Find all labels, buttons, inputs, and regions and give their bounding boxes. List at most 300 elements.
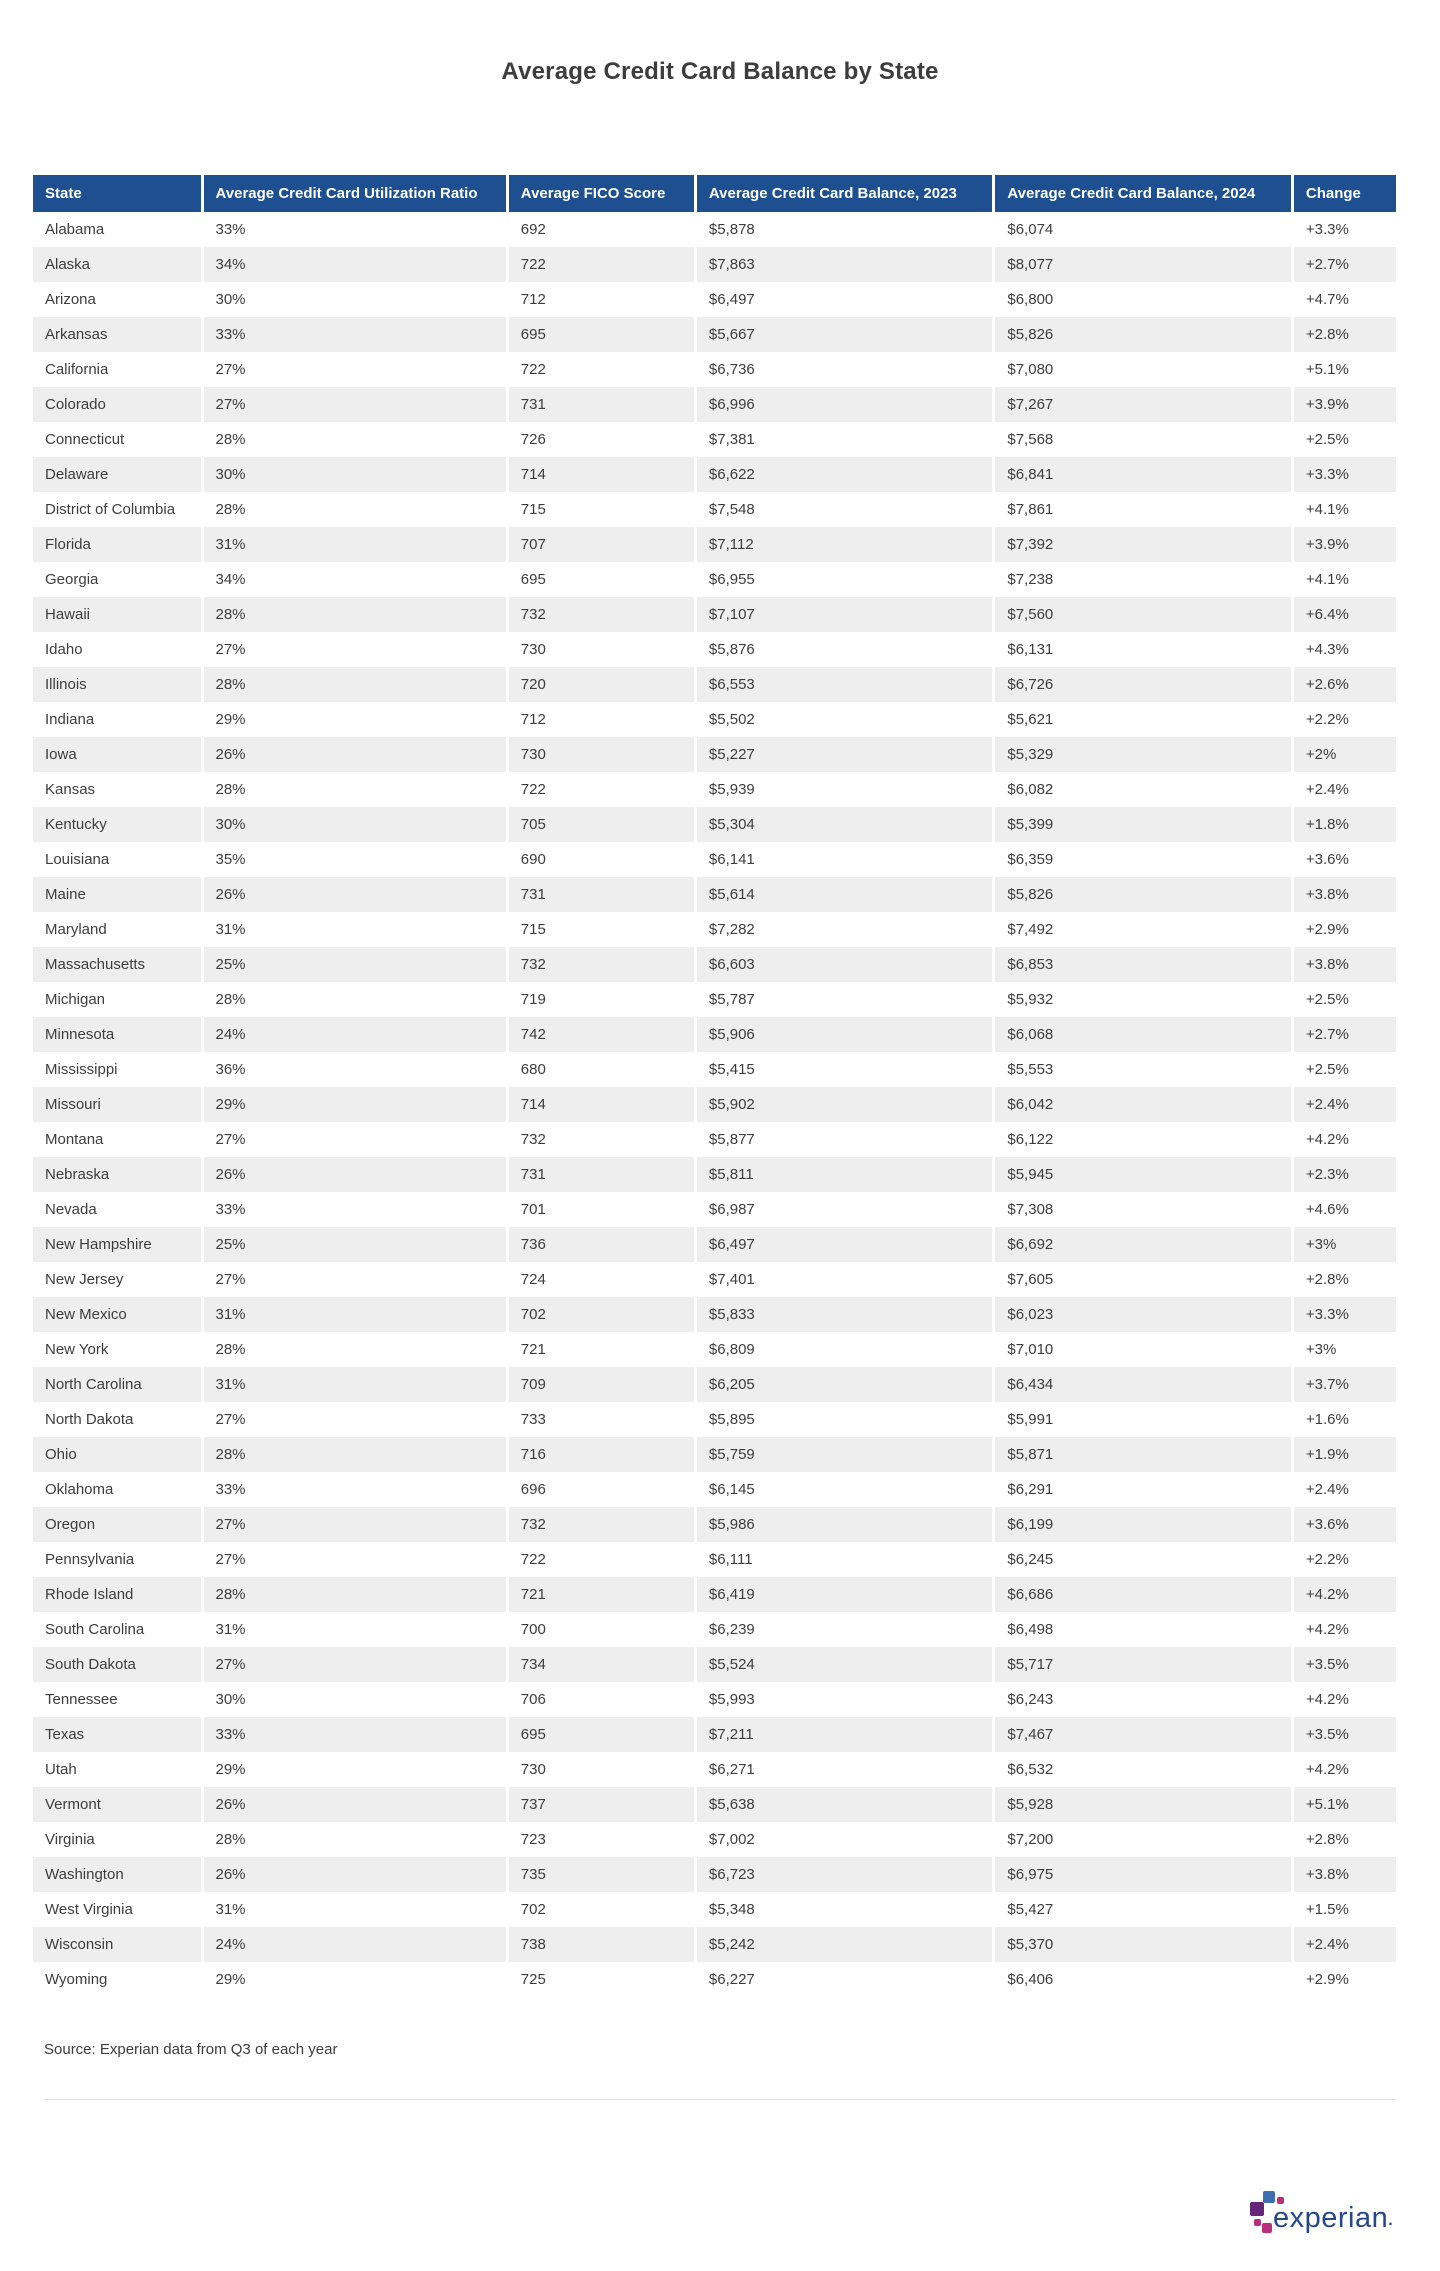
table-cell: New Hampshire [33, 1227, 202, 1262]
table-cell: $6,726 [994, 667, 1292, 702]
table-cell: +2.9% [1292, 912, 1396, 947]
table-cell: 705 [507, 807, 695, 842]
table-cell: 732 [507, 597, 695, 632]
table-cell: Delaware [33, 457, 202, 492]
table-cell: $6,145 [695, 1472, 993, 1507]
table-body [33, 212, 1396, 1997]
table-row [33, 1367, 1396, 1402]
table-cell: $6,497 [695, 1227, 993, 1262]
table-cell: +2% [1292, 737, 1396, 772]
table-row [33, 1472, 1396, 1507]
table-cell: 28% [202, 597, 507, 632]
table-row [33, 1192, 1396, 1227]
table-cell: +2.7% [1292, 247, 1396, 282]
table-cell: $6,131 [994, 632, 1292, 667]
table-cell: 712 [507, 702, 695, 737]
table-cell: Oklahoma [33, 1472, 202, 1507]
table-cell: +4.1% [1292, 562, 1396, 597]
table-cell: 28% [202, 492, 507, 527]
table-cell: $6,205 [695, 1367, 993, 1402]
table-cell: 25% [202, 1227, 507, 1262]
table-cell: +1.6% [1292, 1402, 1396, 1437]
table-cell: Iowa [33, 737, 202, 772]
table-cell: $6,227 [695, 1962, 993, 1997]
table-cell: 26% [202, 1857, 507, 1892]
table-cell: 695 [507, 1717, 695, 1752]
table-cell: $6,074 [994, 212, 1292, 247]
table-cell: +4.7% [1292, 282, 1396, 317]
table-cell: +2.2% [1292, 702, 1396, 737]
table-cell: 27% [202, 632, 507, 667]
table-row [33, 492, 1396, 527]
table-cell: $5,502 [695, 702, 993, 737]
table-cell: 29% [202, 702, 507, 737]
table-cell: $5,876 [695, 632, 993, 667]
table-cell: 29% [202, 1752, 507, 1787]
table-row [33, 1962, 1396, 1997]
table-cell: $5,415 [695, 1052, 993, 1087]
table-cell: Missouri [33, 1087, 202, 1122]
table-row [33, 457, 1396, 492]
table-cell: 33% [202, 1472, 507, 1507]
column-header-fico-score: Average FICO Score [507, 175, 695, 212]
table-cell: 701 [507, 1192, 695, 1227]
table-row [33, 772, 1396, 807]
table-cell: 714 [507, 1087, 695, 1122]
table-row [33, 1927, 1396, 1962]
table-cell: +2.2% [1292, 1542, 1396, 1577]
table-cell: 27% [202, 1402, 507, 1437]
table-cell: $6,692 [994, 1227, 1292, 1262]
state-balance-table [33, 175, 1396, 1997]
table-row [33, 1507, 1396, 1542]
table-cell: South Carolina [33, 1612, 202, 1647]
table-cell: $6,111 [695, 1542, 993, 1577]
table-cell: $6,723 [695, 1857, 993, 1892]
table-cell: +2.6% [1292, 667, 1396, 702]
table-cell: Kansas [33, 772, 202, 807]
table-cell: $7,200 [994, 1822, 1292, 1857]
experian-wordmark: experian. [1273, 2202, 1394, 2234]
table-cell: 720 [507, 667, 695, 702]
table-row [33, 1787, 1396, 1822]
table-cell: $5,227 [695, 737, 993, 772]
table-cell: 736 [507, 1227, 695, 1262]
table-cell: 31% [202, 1297, 507, 1332]
table-cell: 31% [202, 912, 507, 947]
table-cell: 28% [202, 1332, 507, 1367]
table-cell: $6,603 [695, 947, 993, 982]
experian-logo [1250, 2190, 1394, 2242]
table-cell: $6,199 [994, 1507, 1292, 1542]
table-row [33, 1262, 1396, 1297]
table-row [33, 1087, 1396, 1122]
table-cell: $7,568 [994, 422, 1292, 457]
table-cell: +6.4% [1292, 597, 1396, 632]
table-cell: 731 [507, 387, 695, 422]
table-row [33, 982, 1396, 1017]
table-cell: $8,077 [994, 247, 1292, 282]
table-cell: Alaska [33, 247, 202, 282]
table-cell: $7,112 [695, 527, 993, 562]
table-cell: 33% [202, 1717, 507, 1752]
table-cell: +1.9% [1292, 1437, 1396, 1472]
table-cell: 29% [202, 1962, 507, 1997]
table-cell: +3.8% [1292, 877, 1396, 912]
table-cell: $7,107 [695, 597, 993, 632]
table-cell: $5,945 [994, 1157, 1292, 1192]
table-cell: 27% [202, 352, 507, 387]
table-cell: $5,928 [994, 1787, 1292, 1822]
table-row [33, 1542, 1396, 1577]
table-row [33, 912, 1396, 947]
table-cell: $5,717 [994, 1647, 1292, 1682]
table-cell: Indiana [33, 702, 202, 737]
table-cell: 28% [202, 667, 507, 702]
table-cell: +3.8% [1292, 1857, 1396, 1892]
table-row [33, 282, 1396, 317]
table-cell: 733 [507, 1402, 695, 1437]
table-cell: Nevada [33, 1192, 202, 1227]
table-cell: Arizona [33, 282, 202, 317]
table-cell: +2.9% [1292, 1962, 1396, 1997]
table-cell: 30% [202, 282, 507, 317]
table-cell: +3.5% [1292, 1647, 1396, 1682]
trademark-dot: . [1388, 2212, 1394, 2229]
table-row [33, 1857, 1396, 1892]
table-cell: 732 [507, 1507, 695, 1542]
table-cell: 725 [507, 1962, 695, 1997]
logo-square-purple [1250, 2202, 1264, 2216]
table-row [33, 1157, 1396, 1192]
table-cell: $6,359 [994, 842, 1292, 877]
table-cell: 27% [202, 1647, 507, 1682]
table-cell: Illinois [33, 667, 202, 702]
table-cell: $7,381 [695, 422, 993, 457]
table-cell: Utah [33, 1752, 202, 1787]
table-cell: $6,245 [994, 1542, 1292, 1577]
table-cell: $6,809 [695, 1332, 993, 1367]
table-cell: Vermont [33, 1787, 202, 1822]
table-cell: $6,141 [695, 842, 993, 877]
table-cell: 702 [507, 1892, 695, 1927]
table-cell: +2.8% [1292, 1822, 1396, 1857]
table-cell: +2.3% [1292, 1157, 1396, 1192]
table-row [33, 212, 1396, 247]
table-cell: $5,871 [994, 1437, 1292, 1472]
table-cell: $6,042 [994, 1087, 1292, 1122]
table-cell: Maine [33, 877, 202, 912]
table-cell: +3.6% [1292, 1507, 1396, 1542]
table-cell: 700 [507, 1612, 695, 1647]
table-cell: 25% [202, 947, 507, 982]
table-cell: District of Columbia [33, 492, 202, 527]
table-cell: +4.6% [1292, 1192, 1396, 1227]
table-cell: $7,560 [994, 597, 1292, 632]
table-cell: South Dakota [33, 1647, 202, 1682]
table-cell: 716 [507, 1437, 695, 1472]
table-row [33, 877, 1396, 912]
table-cell: +3.3% [1292, 212, 1396, 247]
table-cell: New Jersey [33, 1262, 202, 1297]
table-cell: $6,406 [994, 1962, 1292, 1997]
table-cell: $5,787 [695, 982, 993, 1017]
table-cell: +4.2% [1292, 1122, 1396, 1157]
table-cell: $7,392 [994, 527, 1292, 562]
table-cell: $6,955 [695, 562, 993, 597]
table-cell: $7,211 [695, 1717, 993, 1752]
table-cell: $5,427 [994, 1892, 1292, 1927]
table-cell: +4.3% [1292, 632, 1396, 667]
table-cell: 724 [507, 1262, 695, 1297]
page-title: Average Credit Card Balance by State [501, 58, 939, 85]
table-cell: 33% [202, 1192, 507, 1227]
table-cell: North Dakota [33, 1402, 202, 1437]
logo-square-magenta-bottom-left [1254, 2219, 1261, 2226]
table-cell: 730 [507, 1752, 695, 1787]
table-cell: $6,553 [695, 667, 993, 702]
table-cell: $7,863 [695, 247, 993, 282]
table-cell: Mississippi [33, 1052, 202, 1087]
table-cell: +4.1% [1292, 492, 1396, 527]
table-row [33, 1402, 1396, 1437]
table-cell: $5,370 [994, 1927, 1292, 1962]
table-cell: $7,267 [994, 387, 1292, 422]
table-cell: $6,497 [695, 282, 993, 317]
table-cell: 706 [507, 1682, 695, 1717]
table-cell: $7,002 [695, 1822, 993, 1857]
table-cell: $6,622 [695, 457, 993, 492]
table-cell: 28% [202, 1577, 507, 1612]
table-cell: New Mexico [33, 1297, 202, 1332]
table-cell: 690 [507, 842, 695, 877]
table-cell: Pennsylvania [33, 1542, 202, 1577]
table-row [33, 842, 1396, 877]
column-header-utilization-ratio: Average Credit Card Utilization Ratio [202, 175, 507, 212]
table-cell: $7,492 [994, 912, 1292, 947]
table-cell: $5,895 [695, 1402, 993, 1437]
table-cell: 735 [507, 1857, 695, 1892]
table-cell: $5,833 [695, 1297, 993, 1332]
table-cell: Wyoming [33, 1962, 202, 1997]
table-cell: Montana [33, 1122, 202, 1157]
table-cell: $5,878 [695, 212, 993, 247]
table-cell: $5,399 [994, 807, 1292, 842]
table-cell: 738 [507, 1927, 695, 1962]
table-cell: $5,826 [994, 877, 1292, 912]
table-cell: 722 [507, 1542, 695, 1577]
table-cell: 723 [507, 1822, 695, 1857]
table-cell: Maryland [33, 912, 202, 947]
table-header-row [33, 175, 1396, 212]
table-cell: +2.4% [1292, 1927, 1396, 1962]
table-cell: +2.8% [1292, 317, 1396, 352]
table-cell: +3% [1292, 1332, 1396, 1367]
table-cell: $5,621 [994, 702, 1292, 737]
table-cell: $5,242 [695, 1927, 993, 1962]
table-cell: 695 [507, 562, 695, 597]
footer-divider [44, 2099, 1396, 2100]
table-cell: Texas [33, 1717, 202, 1752]
table-cell: +3.5% [1292, 1717, 1396, 1752]
table-cell: $6,996 [695, 387, 993, 422]
table-cell: 33% [202, 317, 507, 352]
table-cell: $6,419 [695, 1577, 993, 1612]
table-cell: Michigan [33, 982, 202, 1017]
table-cell: Minnesota [33, 1017, 202, 1052]
table-row [33, 317, 1396, 352]
table-cell: 709 [507, 1367, 695, 1402]
table-cell: +4.2% [1292, 1612, 1396, 1647]
table-cell: 734 [507, 1647, 695, 1682]
table-cell: +1.8% [1292, 807, 1396, 842]
table-cell: 731 [507, 877, 695, 912]
table-row [33, 737, 1396, 772]
table-cell: 730 [507, 737, 695, 772]
table-cell: $5,939 [695, 772, 993, 807]
table-cell: 707 [507, 527, 695, 562]
table-row [33, 1017, 1396, 1052]
table-cell: $6,239 [695, 1612, 993, 1647]
table-cell: Rhode Island [33, 1577, 202, 1612]
table-cell: Hawaii [33, 597, 202, 632]
table-row [33, 1297, 1396, 1332]
table-row [33, 422, 1396, 457]
table-cell: 24% [202, 1017, 507, 1052]
table-cell: 737 [507, 1787, 695, 1822]
table-cell: 702 [507, 1297, 695, 1332]
table-cell: 726 [507, 422, 695, 457]
table-cell: 722 [507, 772, 695, 807]
table-cell: +2.4% [1292, 1472, 1396, 1507]
table-cell: 714 [507, 457, 695, 492]
table-cell: $5,614 [695, 877, 993, 912]
table-row [33, 527, 1396, 562]
table-cell: 28% [202, 982, 507, 1017]
table-row [33, 807, 1396, 842]
table-cell: 732 [507, 1122, 695, 1157]
table-cell: Kentucky [33, 807, 202, 842]
table-cell: $7,238 [994, 562, 1292, 597]
table-cell: $6,068 [994, 1017, 1292, 1052]
table-cell: Georgia [33, 562, 202, 597]
table-cell: $5,932 [994, 982, 1292, 1017]
table-row [33, 1332, 1396, 1367]
table-cell: 34% [202, 562, 507, 597]
table-cell: +4.2% [1292, 1577, 1396, 1612]
table-cell: +5.1% [1292, 1787, 1396, 1822]
table-cell: $5,667 [695, 317, 993, 352]
table-cell: +2.5% [1292, 422, 1396, 457]
table-cell: 722 [507, 352, 695, 387]
table-cell: 28% [202, 1437, 507, 1472]
table-row [33, 1577, 1396, 1612]
table-cell: $7,308 [994, 1192, 1292, 1227]
table-row [33, 1682, 1396, 1717]
table-row [33, 1647, 1396, 1682]
table-cell: $6,271 [695, 1752, 993, 1787]
table-cell: 680 [507, 1052, 695, 1087]
table-cell: $6,987 [695, 1192, 993, 1227]
table-cell: $5,811 [695, 1157, 993, 1192]
table-cell: 30% [202, 807, 507, 842]
table-cell: New York [33, 1332, 202, 1367]
table-cell: $5,826 [994, 317, 1292, 352]
table-row [33, 352, 1396, 387]
table-cell: 28% [202, 772, 507, 807]
table-cell: 34% [202, 247, 507, 282]
table-cell: +3.8% [1292, 947, 1396, 982]
table-cell: +2.4% [1292, 772, 1396, 807]
table-cell: $6,023 [994, 1297, 1292, 1332]
table-cell: 712 [507, 282, 695, 317]
table-cell: 722 [507, 247, 695, 282]
table-cell: 31% [202, 1892, 507, 1927]
table-cell: $5,877 [695, 1122, 993, 1157]
table-row [33, 562, 1396, 597]
table-header [33, 175, 1396, 212]
table-cell: Connecticut [33, 422, 202, 457]
table-cell: $6,082 [994, 772, 1292, 807]
table-row [33, 247, 1396, 282]
table-cell: 719 [507, 982, 695, 1017]
table-cell: $7,401 [695, 1262, 993, 1297]
table-cell: $5,329 [994, 737, 1292, 772]
table-cell: 30% [202, 1682, 507, 1717]
table-row [33, 947, 1396, 982]
table-cell: 731 [507, 1157, 695, 1192]
table-cell: +2.5% [1292, 982, 1396, 1017]
table-cell: $5,553 [994, 1052, 1292, 1087]
table-cell: California [33, 352, 202, 387]
table-row [33, 1227, 1396, 1262]
table-cell: West Virginia [33, 1892, 202, 1927]
table-cell: 27% [202, 1122, 507, 1157]
table-cell: 715 [507, 492, 695, 527]
table-cell: 732 [507, 947, 695, 982]
table-row [33, 1437, 1396, 1472]
logo-square-magenta-bottom [1262, 2223, 1272, 2233]
table-cell: +4.2% [1292, 1752, 1396, 1787]
table-cell: 721 [507, 1332, 695, 1367]
table-row [33, 1892, 1396, 1927]
table-row [33, 702, 1396, 737]
table-cell: +3% [1292, 1227, 1396, 1262]
table-cell: $6,434 [994, 1367, 1292, 1402]
table-cell: Nebraska [33, 1157, 202, 1192]
table-cell: 721 [507, 1577, 695, 1612]
table-cell: North Carolina [33, 1367, 202, 1402]
column-header-balance-2023: Average Credit Card Balance, 2023 [695, 175, 993, 212]
table-row [33, 667, 1396, 702]
table-cell: $6,841 [994, 457, 1292, 492]
table-cell: 27% [202, 387, 507, 422]
table-row [33, 387, 1396, 422]
table-cell: $6,800 [994, 282, 1292, 317]
table-cell: $6,975 [994, 1857, 1292, 1892]
table-cell: $7,861 [994, 492, 1292, 527]
table-cell: 36% [202, 1052, 507, 1087]
table-row [33, 1612, 1396, 1647]
table-cell: 26% [202, 737, 507, 772]
table-row [33, 1752, 1396, 1787]
table-cell: 695 [507, 317, 695, 352]
table-cell: +3.7% [1292, 1367, 1396, 1402]
table-cell: Alabama [33, 212, 202, 247]
table-cell: 26% [202, 1157, 507, 1192]
table-cell: Oregon [33, 1507, 202, 1542]
table-cell: $6,853 [994, 947, 1292, 982]
